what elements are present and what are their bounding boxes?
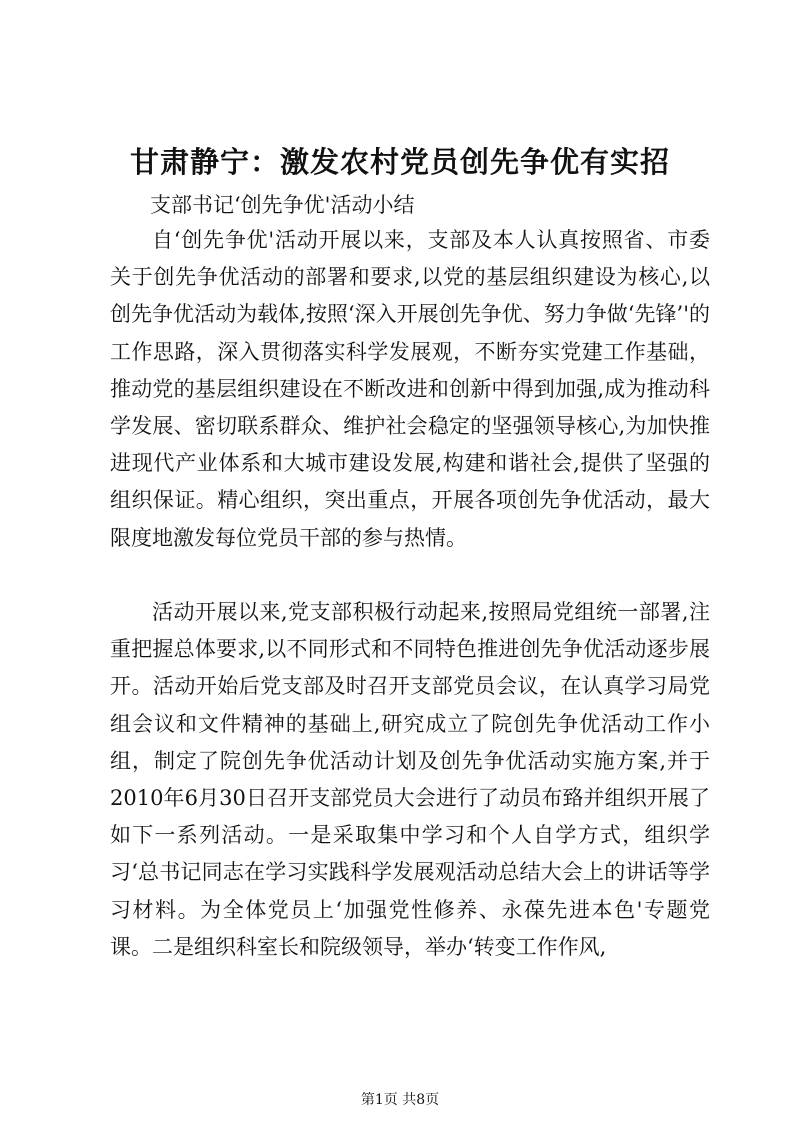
page-number-footer: 第1页 共8页: [360, 1092, 440, 1108]
body-paragraph-1: 自‘创先争优'活动开展以来，支部及本人认真按照省、市委关于创先争优活动的部署和要求,以党的基层组织建设为核心,以创先争优活动为载体,按照‘深入开展创先争优、努力争做‘先锋’'的工作思路，深入贯彻落实科学发展观，不断夯实党建工作基础，推动党的基层组织建设在不断改进和创新中得到加强,成为推动科学发展、密切联系群众、维护社会稳定的坚强领导核心,为加快推进现代产业体系和大城市建设发展,构建和谐社会,提供了坚强的组织保证。精心组织，突出重点，开展各项创先争优活动，最大限度地激发每位党员干部的参与热情。: [110, 228, 710, 550]
document-title: 甘肃静宁：激发农村党员创先争优有实招: [129, 145, 670, 179]
document-subtitle: 支部书记‘创先争优'活动小结: [150, 193, 415, 217]
body-paragraph-2: 活动开展以来,党支部积极行动起来,按照局党组统一部署,注重把握总体要求,以不同形式和不同特色推进创先争优活动逐步展开。活动开始后党支部及时召开支部党员会议，在认真学习局党组会议和文件精神的基础上,研究成立了院创先争优活动工作小组，制定了院创先争优活动计划及创先争优活动实施方案,并于2010年6月30日召开支部党员大会进行了动员布臵并组织开展了如下一系列活动。一是采取集中学习和个人自学方式，组织学习‘总书记同志在学习实践科学发展观活动总结大会上的讲话等学习材料。为全体党员上‘加强党性修养、永葆先进本色'专题党课。二是组织科室长和院级领导，举办‘转变工作作风,: [110, 600, 710, 959]
